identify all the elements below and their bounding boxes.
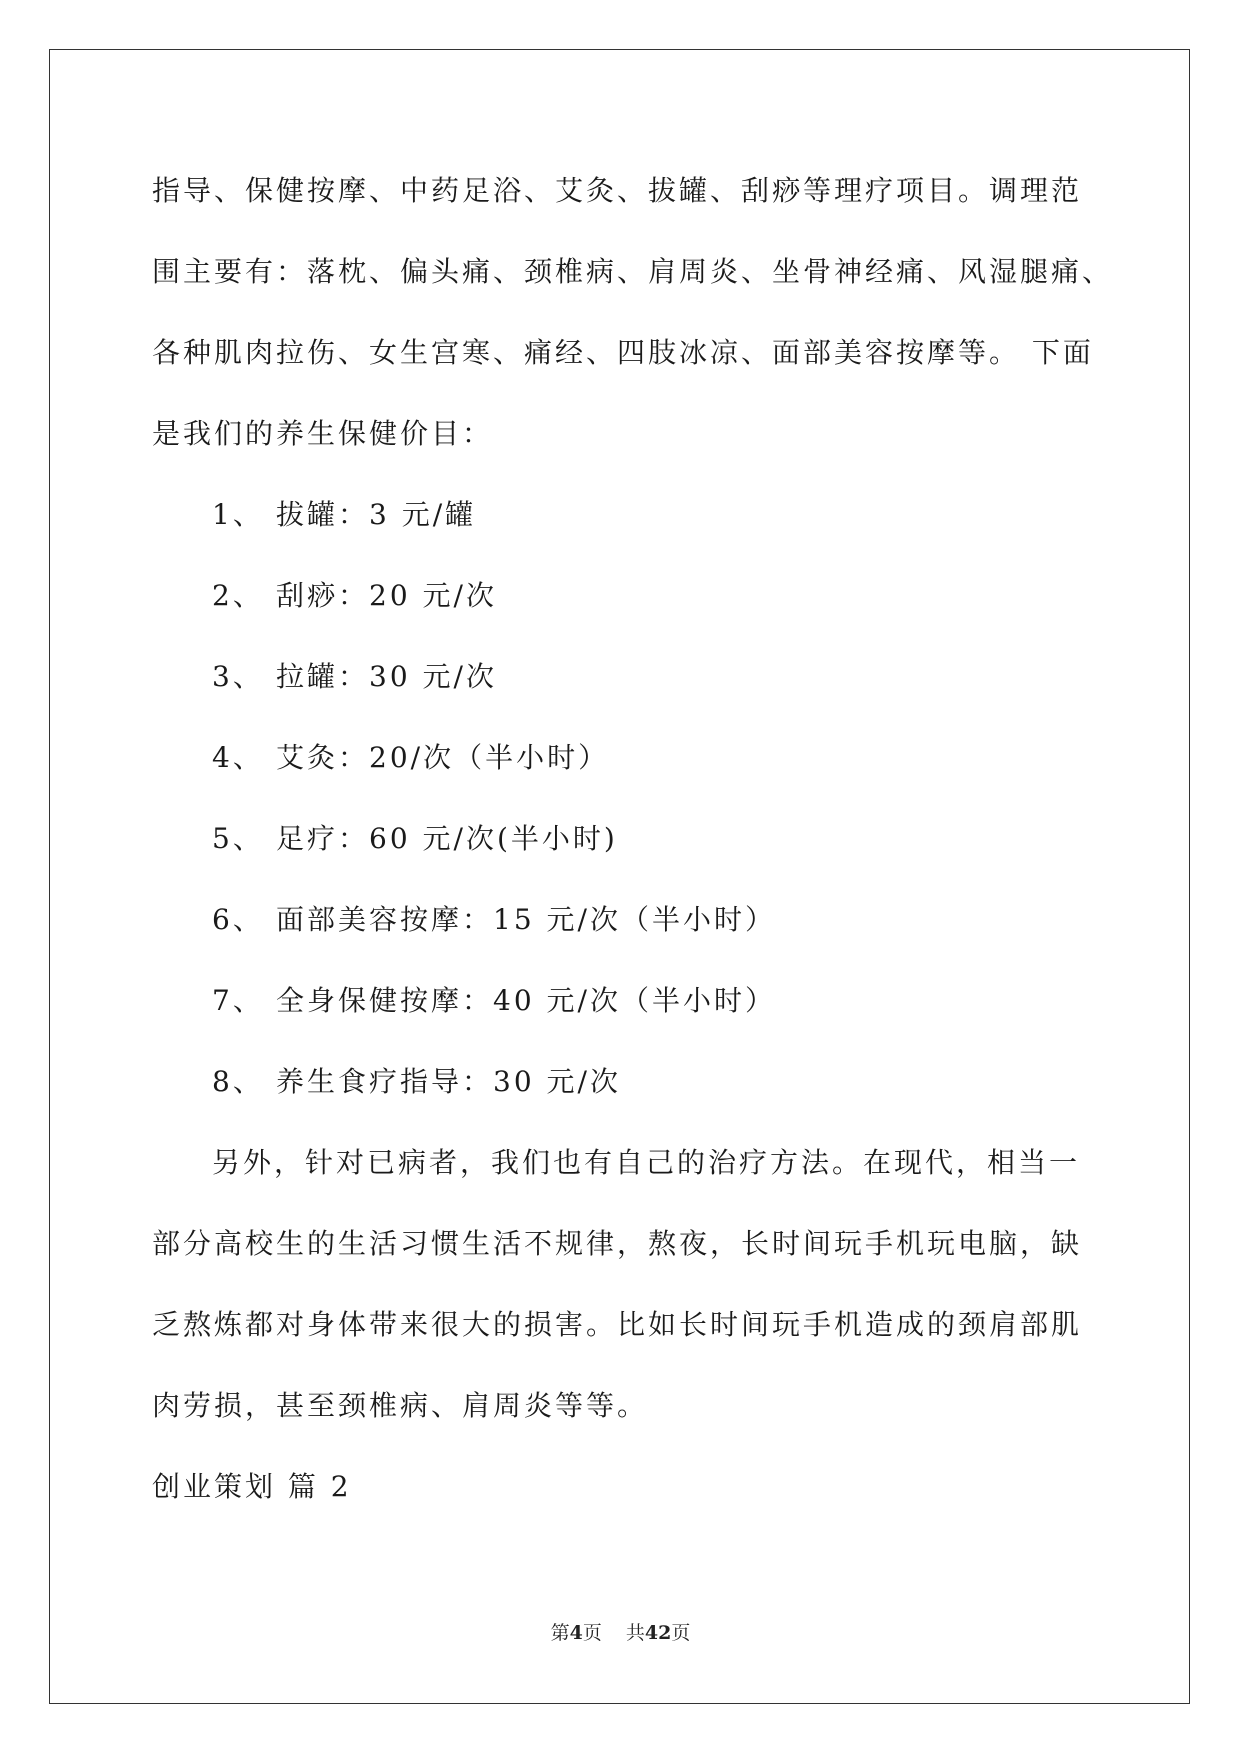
list-item-number: 6、 [212,903,264,936]
total-page-count: 42 [644,1622,672,1644]
paragraph-line: 另外，针对已病者，我们也有自己的治疗方法。在现代，相当一 [212,1146,1081,1179]
section-heading: 创业策划 篇 2 [152,1470,352,1503]
list-item-text: 拔罐：3 元/罐 [276,498,477,531]
footer-page-unit: 页 [582,1622,602,1644]
list-item-number: 5、 [212,822,264,855]
list-item-number: 7、 [212,984,264,1017]
list-item-number: 8、 [212,1065,264,1098]
current-page-number: 4 [569,1622,583,1644]
paragraph-line: 指导、保健按摩、中药足浴、艾灸、拔罐、刮痧等理疗项目。调理范 [152,174,1083,207]
list-item [152,970,1102,1051]
list-item-number: 2、 [212,579,264,612]
list-item [152,808,1102,889]
footer-prefix: 第 [550,1622,570,1644]
list-item [152,889,1102,970]
paragraph-line: 肉劳损，甚至颈椎病、肩周炎等等。 [152,1389,649,1422]
list-item-text: 养生食疗指导：30 元/次 [276,1065,621,1098]
list-item-number: 1、 [212,498,264,531]
paragraph-line: 各种肌肉拉伤、女生宫寒、痛经、四肢冰凉、面部美容按摩等。 下面 [152,336,1094,369]
list-item [152,565,1102,646]
list-item-number: 3、 [212,660,264,693]
footer-total-unit: 页 [671,1622,691,1644]
page-footer [0,1618,1241,1645]
list-item-text: 艾灸：20/次（半小时） [276,741,610,774]
paragraph-line: 乏熬炼都对身体带来很大的损害。比如长时间玩手机造成的颈肩部肌 [152,1308,1083,1341]
list-item-text: 刮痧：20 元/次 [276,579,497,612]
list-item-text: 拉罐：30 元/次 [276,660,497,693]
list-item [152,484,1102,565]
paragraph-line: 是我们的养生保健价目： [152,417,494,450]
list-item-text: 面部美容按摩：15 元/次（半小时） [276,903,776,936]
list-item-text: 足疗：60 元/次(半小时) [276,822,618,855]
paragraph-line: 部分高校生的生活习惯生活不规律，熬夜，长时间玩手机玩电脑，缺 [152,1227,1083,1260]
list-item-text: 全身保健按摩：40 元/次（半小时） [276,984,776,1017]
document-body [152,160,1114,1537]
list-item-number: 4、 [212,741,264,774]
list-item [152,646,1102,727]
list-item [152,727,1102,808]
footer-total-prefix: 共 [625,1622,645,1644]
list-item [152,1051,1102,1132]
paragraph-line: 围主要有：落枕、偏头痛、颈椎病、肩周炎、坐骨神经痛、风湿腿痛、 [152,255,1114,288]
